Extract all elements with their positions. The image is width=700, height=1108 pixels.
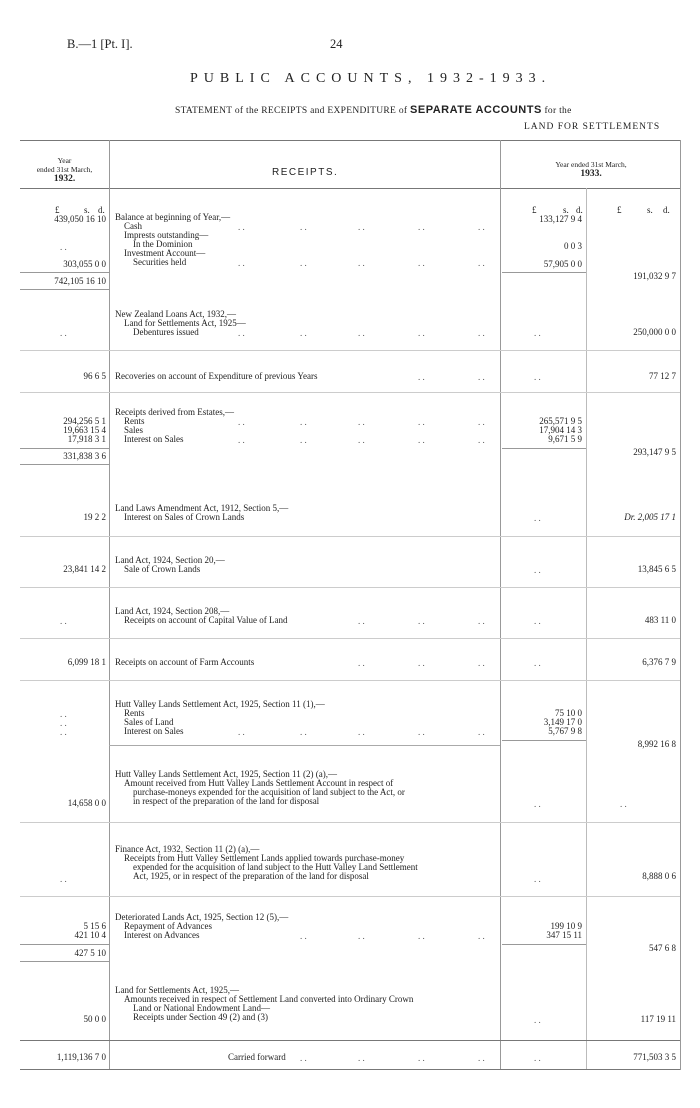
col-curr-year-line1: Year ended 31st March, (555, 160, 627, 169)
lfs-line4: Receipts under Section 49 (2) and (3) (133, 1012, 268, 1022)
estates-prev-total: 331,838 3 6 (63, 451, 106, 461)
col-divider-1 (109, 140, 110, 1070)
dot-leader: . . (60, 874, 67, 884)
estates-cur-rule (502, 448, 586, 449)
sub-currency-pence: d. (576, 205, 583, 215)
dot-leader: . . (478, 417, 485, 427)
statement-bold: SEPARATE ACCOUNTS (410, 104, 542, 116)
col-divider-right (680, 140, 681, 1070)
hutt111-cur-rents: 75 10 0 (555, 708, 582, 718)
lfs-prev: 50 0 0 (83, 1014, 106, 1024)
dot-leader: . . (534, 799, 541, 809)
deteriorated-cur-rule (502, 944, 586, 945)
finance-line4: Act, 1925, or in respect of the preparation of the land for disposal (133, 871, 369, 881)
landact20-line1: Land Act, 1924, Section 20,— (115, 555, 225, 565)
hutt111-sales-label: Sales of Land (124, 717, 174, 727)
landact20-prev: 23,841 14 2 (63, 564, 106, 574)
balance-securities-label: Securities held (133, 257, 187, 267)
col-receipts-header: RECEIPTS. (272, 167, 339, 178)
dot-leader: . . (358, 417, 365, 427)
balance-cur-securities: 57,905 0 0 (543, 259, 582, 269)
balance-cur-rule (502, 272, 586, 273)
dot-leader: . . (478, 658, 485, 668)
deteriorated-cur-interest: 347 15 11 (546, 930, 582, 940)
farm-label: Receipts on account of Farm Accounts (115, 657, 255, 667)
dot-leader: . . (534, 328, 541, 338)
dot-leader: . . (534, 1015, 541, 1025)
estates-cur-rents: 265,571 9 5 (539, 416, 582, 426)
dot-leader: . . (60, 242, 67, 252)
page-reference: B.—1 [Pt. I]. (67, 37, 133, 51)
row-rule (20, 822, 680, 823)
dot-leader: . . (358, 616, 365, 626)
col-prev-year-line2: ended 31st March, (36, 165, 93, 174)
hutt112a-line3: purchase-moneys expended for the acquisition of land subject to the Act, or (133, 787, 405, 797)
finance-cur-total: 8,888 0 6 (642, 871, 676, 881)
dot-leader: . . (300, 258, 307, 268)
col-curr-year-year: 1933. (580, 169, 602, 179)
carried-forward-label: Carried forward (228, 1052, 286, 1062)
dot-leader: . . (534, 372, 541, 382)
dot-leader: . . (418, 1053, 425, 1063)
dot-leader: . . (238, 435, 245, 445)
estates-cur-sales: 17,904 14 3 (539, 425, 582, 435)
carried-top-rule (20, 1040, 680, 1041)
hutt112a-line4: in respect of the preparation of the land for disposal (133, 796, 320, 806)
farm-prev: 6,099 18 1 (67, 657, 106, 667)
estates-prev-rule-2 (20, 464, 109, 465)
dot-leader: . . (238, 417, 245, 427)
deteriorated-interest-label: Interest on Advances (124, 930, 200, 940)
deteriorated-prev-interest: 421 10 4 (74, 930, 106, 940)
dot-leader: . . (418, 222, 425, 232)
prev-currency-pence: d. (98, 205, 105, 215)
page-number: 24 (330, 37, 343, 51)
balance-dominion-label: In the Dominion (133, 239, 193, 249)
total-currency-pence: d. (663, 205, 670, 215)
deteriorated-prev-total: 427 5 10 (74, 948, 106, 958)
dot-leader: . . (418, 417, 425, 427)
col-divider-3 (586, 188, 587, 1070)
deteriorated-title: Deteriorated Lands Act, 1925, Section 12 (5),— (115, 912, 289, 922)
lfs-line1: Land for Settlements Act, 1925,— (115, 985, 239, 995)
hutt111-cur-rule (502, 740, 586, 741)
nzloans-line1: New Zealand Loans Act, 1932,— (115, 309, 236, 319)
landact208-line2: Receipts on account of Capital Value of Land (124, 615, 288, 625)
row-rule (20, 680, 680, 681)
deteriorated-cur-repayment: 199 10 9 (550, 921, 582, 931)
dot-leader: . . (534, 616, 541, 626)
balance-prev-rule-2 (20, 289, 109, 290)
balance-cur-dominion: 0 0 3 (564, 241, 582, 251)
dot-leader: . . (478, 328, 485, 338)
balance-cur-total: 191,032 9 7 (633, 271, 676, 281)
landlaws-cur-total: Dr. 2,005 17 1 (624, 512, 676, 522)
dot-leader: . . (418, 372, 425, 382)
carried-cur-total: 771,503 3 5 (633, 1052, 676, 1062)
row-rule (20, 392, 680, 393)
statement-suffix: for the (544, 106, 572, 116)
row-rule (20, 587, 680, 588)
finance-line1: Finance Act, 1932, Section 11 (2) (a),— (115, 844, 260, 854)
estates-title: Receipts derived from Estates,— (115, 407, 234, 417)
balance-prev-total: 742,105 16 10 (54, 276, 106, 286)
estates-cur-total: 293,147 9 5 (633, 447, 676, 457)
balance-imprests-label: Imprests outstanding— (124, 230, 209, 240)
prev-currency-shillings: s. (84, 205, 90, 215)
dot-leader: . . (300, 222, 307, 232)
estates-cur-interest: 9,671 5 9 (548, 434, 582, 444)
row-rule (20, 536, 680, 537)
landact208-line1: Land Act, 1924, Section 208,— (115, 606, 230, 616)
dot-leader: . . (478, 1053, 485, 1063)
carried-prev: 1,119,136 7 0 (56, 1052, 106, 1062)
hutt112a-line1: Hutt Valley Lands Settlement Act, 1925, Section 11 (2) (a),— (115, 769, 337, 779)
sub-currency-shillings: s. (563, 205, 569, 215)
dot-leader: . . (534, 658, 541, 668)
recoveries-cur-total: 77 12 7 (649, 371, 676, 381)
dot-leader: . . (478, 258, 485, 268)
landlaws-prev: 19 2 2 (83, 512, 106, 522)
dot-leader: . . (358, 931, 365, 941)
page-title: PUBLIC ACCOUNTS, 1932-1933. (190, 71, 552, 86)
dot-leader: . . (300, 931, 307, 941)
dot-leader: . . (418, 931, 425, 941)
dot-leader: . . (238, 222, 245, 232)
hutt111-rents-label: Rents (124, 708, 145, 718)
dot-leader: . . (60, 718, 67, 728)
hutt111-cur-total: 8,992 16 8 (637, 739, 676, 749)
landact208-cur-total: 483 11 0 (644, 615, 676, 625)
deteriorated-prev-repayment: 5 15 6 (83, 921, 106, 931)
dot-leader: . . (358, 328, 365, 338)
col-prev-year-header (20, 156, 109, 184)
col-prev-year-year: 1932. (53, 174, 76, 184)
estates-prev-interest: 17,918 3 1 (67, 434, 106, 444)
dot-leader: . . (300, 727, 307, 737)
table-bottom-rule (20, 1069, 680, 1070)
landlaws-line2: Interest on Sales of Crown Lands (124, 512, 245, 522)
estates-prev-rents: 294,256 5 1 (63, 416, 106, 426)
sub-currency-pounds: £ (532, 205, 537, 215)
header-bottom-rule (20, 188, 680, 189)
lfs-line3: Land or National Endowment Land— (133, 1003, 270, 1013)
nzloans-line3: Debentures issued (133, 327, 199, 337)
dot-leader: . . (534, 513, 541, 523)
estates-prev-rule (20, 448, 109, 449)
farm-cur-total: 6,376 7 9 (642, 657, 676, 667)
balance-investment-label: Investment Account— (124, 248, 206, 258)
dot-leader: . . (358, 1053, 365, 1063)
prev-currency-pounds: £ (55, 205, 60, 215)
lfs-line2: Amounts received in respect of Settlement Land converted into Ordinary Crown (124, 994, 414, 1004)
dot-leader: . . (358, 222, 365, 232)
dot-leader: . . (418, 727, 425, 737)
dot-leader: . . (238, 727, 245, 737)
dot-leader: . . (478, 931, 485, 941)
dot-leader: . . (238, 258, 245, 268)
hutt112a-line2: Amount received from Hutt Valley Lands Settlement Account in respect of (124, 778, 394, 788)
deteriorated-prev-rule (20, 944, 109, 945)
nzloans-line2: Land for Settlements Act, 1925— (124, 318, 246, 328)
hutt111-interest-label: Interest on Sales (124, 726, 184, 736)
dot-leader: . . (60, 328, 67, 338)
dot-leader: . . (300, 328, 307, 338)
dot-leader: . . (418, 328, 425, 338)
total-currency-pounds: £ (617, 205, 622, 215)
dot-leader: . . (358, 727, 365, 737)
col-prev-year-line1: Year (57, 156, 72, 165)
dot-leader: . . (418, 258, 425, 268)
balance-prev-cash: 439,050 16 10 (54, 214, 106, 224)
row-rule (20, 638, 680, 639)
finance-line2: Receipts from Hutt Valley Settlement Lands applied towards purchase-money (124, 853, 405, 863)
dot-leader: . . (478, 222, 485, 232)
lfs-cur-total: 117 19 11 (640, 1014, 676, 1024)
landact20-line2: Sale of Crown Lands (124, 564, 201, 574)
dot-leader: . . (534, 565, 541, 575)
dot-leader: . . (358, 258, 365, 268)
estates-interest-label: Interest on Sales (124, 434, 184, 444)
balance-prev-securities: 303,055 0 0 (63, 259, 106, 269)
dot-leader: . . (418, 616, 425, 626)
dot-leader: . . (60, 709, 67, 719)
estates-prev-sales: 19,663 15 4 (63, 425, 106, 435)
balance-cur-cash: 133,127 9 4 (539, 214, 582, 224)
deteriorated-prev-rule-2 (20, 961, 109, 962)
dot-leader: . . (534, 1053, 541, 1063)
hutt111-cur-sales: 3,149 17 0 (543, 717, 582, 727)
dot-leader: . . (534, 874, 541, 884)
dot-leader: . . (238, 328, 245, 338)
hutt112a-prev: 14,658 0 0 (67, 798, 106, 808)
deteriorated-repayment-label: Repayment of Advances (124, 921, 212, 931)
dot-leader: . . (418, 658, 425, 668)
account-name: LAND FOR SETTLEMENTS (524, 122, 661, 132)
dot-leader: . . (418, 435, 425, 445)
dot-leader: . . (358, 658, 365, 668)
col-divider-2 (500, 140, 501, 1070)
balance-prev-rule (20, 272, 109, 273)
dot-leader: . . (358, 435, 365, 445)
dot-leader: . . (300, 435, 307, 445)
dot-leader: . . (60, 727, 67, 737)
balance-cash-label: Cash (124, 221, 142, 231)
row-rule (109, 745, 500, 746)
dot-leader: . . (478, 435, 485, 445)
finance-line3: expended for the acquisition of land subject to the Hutt Valley Land Settlement (133, 862, 418, 872)
dot-leader: . . (478, 616, 485, 626)
recoveries-prev: 96 6 5 (83, 371, 106, 381)
landlaws-line1: Land Laws Amendment Act, 1912, Section 5,— (115, 503, 289, 513)
estates-rents-label: Rents (124, 416, 145, 426)
dot-leader: . . (620, 799, 627, 809)
row-rule (20, 350, 680, 351)
table-top-rule (20, 140, 680, 141)
statement-prefix: STATEMENT of the RECEIPTS and EXPENDITURE of (175, 106, 408, 116)
dot-leader: . . (478, 727, 485, 737)
dot-leader: . . (478, 372, 485, 382)
dot-leader: . . (300, 417, 307, 427)
deteriorated-cur-total: 547 6 8 (649, 943, 676, 953)
balance-title: Balance at beginning of Year,— (115, 212, 231, 222)
recoveries-label: Recoveries on account of Expenditure of previous Years (115, 371, 318, 381)
dot-leader: . . (300, 1053, 307, 1063)
dot-leader: . . (60, 616, 67, 626)
nzloans-cur-total: 250,000 0 0 (633, 327, 676, 337)
col-curr-year-header (502, 160, 680, 179)
hutt111-title: Hutt Valley Lands Settlement Act, 1925, Section 11 (1),— (115, 699, 325, 709)
statement-heading (175, 104, 572, 116)
hutt111-cur-interest: 5,767 9 8 (548, 726, 582, 736)
landact20-cur-total: 13,845 6 5 (637, 564, 676, 574)
estates-sales-label: Sales (124, 425, 143, 435)
total-currency-shillings: s. (647, 205, 653, 215)
row-rule (20, 896, 680, 897)
